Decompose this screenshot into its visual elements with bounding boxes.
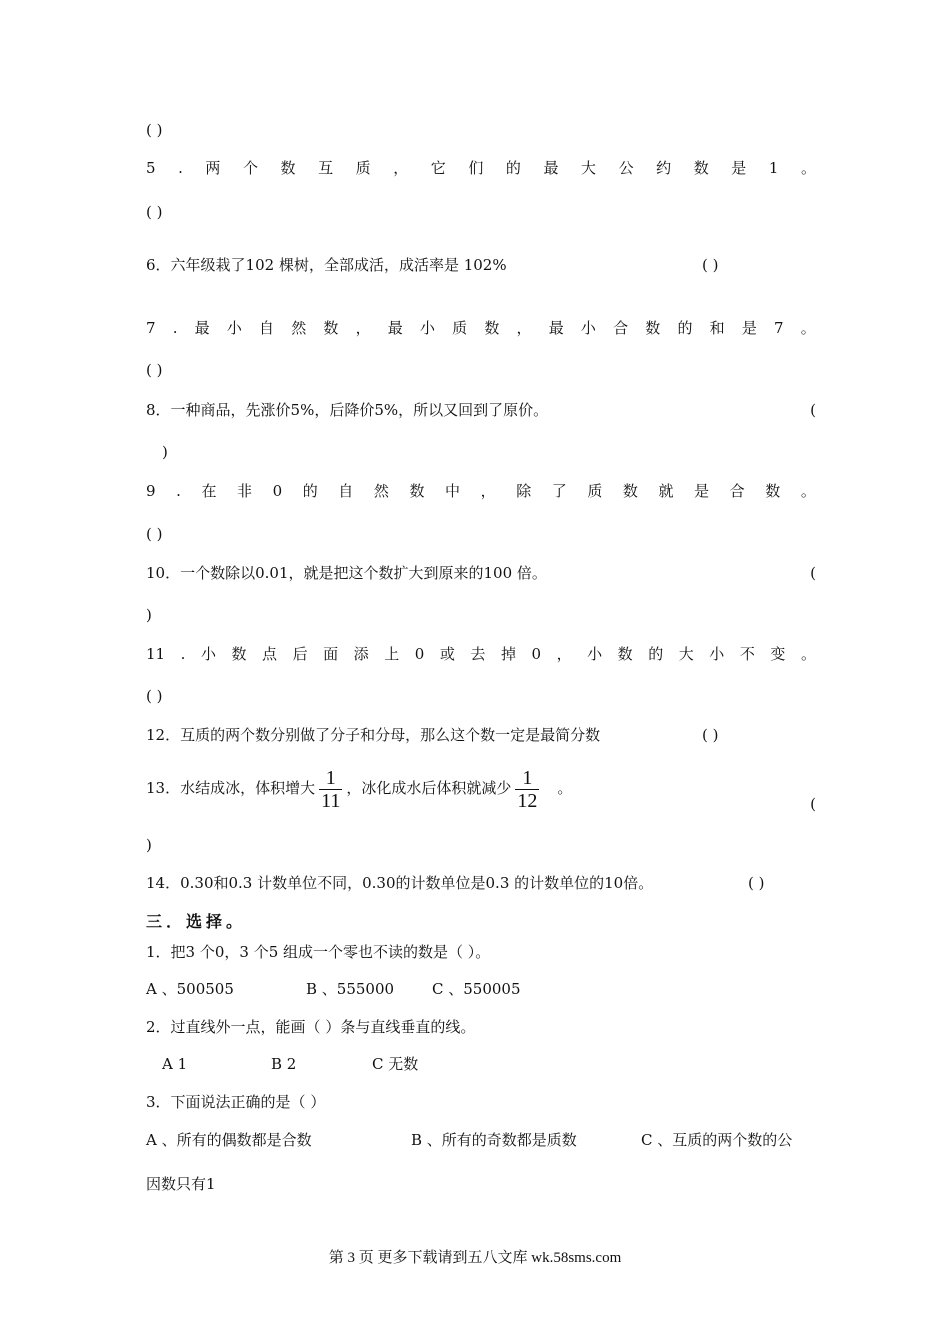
- q11-answer-paren: ( ): [146, 687, 163, 705]
- statement-char: 数: [231, 645, 247, 663]
- statement-char: 的: [648, 645, 664, 663]
- statement-char: 自: [259, 319, 275, 337]
- statement-char: 面: [323, 645, 339, 663]
- q8-paren-close: ): [162, 443, 168, 461]
- option-c: C 、550005: [432, 980, 521, 998]
- option-b: B 、555000: [306, 980, 395, 998]
- statement-char: 中: [445, 482, 461, 500]
- choice-q3-options: [146, 1130, 792, 1150]
- statement-char: 数: [693, 159, 709, 177]
- q6-answer-paren: ( ): [702, 256, 719, 274]
- option-a: A 、500505: [146, 980, 234, 998]
- statement-char: 点: [262, 645, 278, 663]
- statement-char: 小: [580, 319, 596, 337]
- statement-char: 在: [201, 482, 217, 500]
- q13-text-c: 。: [557, 779, 573, 797]
- statement-char: 是: [694, 482, 710, 500]
- statement-char: 质: [452, 319, 468, 337]
- statement-char: 或: [439, 645, 455, 663]
- statement-char: 小: [200, 645, 216, 663]
- statement-char: 是: [741, 319, 757, 337]
- q7-statement: [146, 318, 816, 338]
- statement-char: 0: [414, 645, 425, 663]
- option-c: C 、互质的两个数的公: [641, 1131, 793, 1149]
- statement-char: 数: [323, 319, 339, 337]
- option-b: B 、所有的奇数都是质数: [411, 1131, 577, 1149]
- q9-answer-paren: ( ): [146, 525, 163, 543]
- statement-char: 0: [531, 645, 542, 663]
- q14-answer-paren: ( ): [748, 874, 765, 892]
- statement-char: 约: [656, 159, 672, 177]
- q12-answer-paren: ( ): [702, 726, 719, 744]
- q14-statement: 14．0.30和0.3 计数单位不同，0.30的计数单位是0.3 的计数单位的10倍。: [146, 874, 654, 892]
- statement-char: 们: [468, 159, 484, 177]
- statement-char: 公: [618, 159, 634, 177]
- choice-q1: 1．把3 个0，3 个5 组成一个零也不读的数是（ ）。: [146, 943, 491, 961]
- statement-char: 就: [658, 482, 674, 500]
- statement-char: 9: [146, 482, 156, 500]
- statement-char: 然: [291, 319, 307, 337]
- page-footer: 第 3 页 更多下载请到五八文库 wk.58sms.com: [328, 1250, 622, 1266]
- statement-char: 后: [292, 645, 308, 663]
- q10-paren-open: (: [810, 564, 816, 582]
- choice-q3-wrap: 因数只有1: [146, 1175, 216, 1193]
- statement-char: 的: [505, 159, 521, 177]
- q5-statement: [146, 158, 816, 178]
- statement-char: 数: [280, 159, 296, 177]
- statement-char: 最: [194, 319, 210, 337]
- option-c: C 无数: [372, 1055, 419, 1073]
- statement-char: 。: [800, 319, 816, 337]
- statement-char: 个: [242, 159, 258, 177]
- q13-text-a: 13．水结成冰，体积增大: [146, 779, 316, 797]
- statement-char: 合: [613, 319, 629, 337]
- section-heading-choice: 三．选择。: [146, 912, 247, 931]
- statement-char: 掉: [500, 645, 516, 663]
- statement-char: 是: [731, 159, 747, 177]
- statement-char: 大: [581, 159, 597, 177]
- statement-char: 数: [409, 482, 425, 500]
- statement-char: ，: [516, 319, 532, 337]
- q9-statement: [146, 481, 816, 501]
- statement-char: ，: [480, 482, 496, 500]
- q8-statement: 8．一种商品，先涨价5%，后降价5%，所以又回到了原价。: [146, 401, 549, 419]
- statement-char: ，: [556, 645, 572, 663]
- fraction-numerator: 1: [319, 767, 342, 790]
- statement-char: 然: [373, 482, 389, 500]
- statement-char: 质: [587, 482, 603, 500]
- statement-char: 的: [302, 482, 318, 500]
- statement-char: 小: [709, 645, 725, 663]
- statement-char: .: [180, 645, 186, 663]
- fraction-numerator: 1: [515, 767, 539, 790]
- q5-answer-paren: ( ): [146, 203, 163, 221]
- statement-char: 添: [353, 645, 369, 663]
- statement-char: 数: [617, 645, 633, 663]
- statement-char: 和: [709, 319, 725, 337]
- statement-char: 7: [774, 319, 784, 337]
- fraction-one-twelfth: [515, 767, 539, 812]
- statement-char: 。: [800, 482, 816, 500]
- choice-q2: 2．过直线外一点，能画（ ）条与直线垂直的线。: [146, 1018, 476, 1036]
- option-a: A 、所有的偶数都是合数: [146, 1131, 312, 1149]
- statement-char: 最: [548, 319, 564, 337]
- statement-char: 非: [237, 482, 253, 500]
- q7-answer-paren: ( ): [146, 361, 163, 379]
- statement-char: .: [178, 159, 183, 177]
- statement-char: 0: [272, 482, 283, 500]
- statement-char: 自: [338, 482, 354, 500]
- statement-char: 11: [146, 645, 166, 663]
- statement-char: 5: [146, 159, 156, 177]
- fraction-denominator: 12: [517, 789, 538, 812]
- q12-statement: 12．互质的两个数分别做了分子和分母，那么这个数一定是最简分数: [146, 726, 601, 744]
- q11-statement: [146, 644, 816, 664]
- statement-char: 小: [226, 319, 242, 337]
- statement-char: 。: [800, 159, 816, 177]
- statement-char: 互: [318, 159, 334, 177]
- fraction-denominator: 11: [321, 789, 341, 812]
- fraction-one-eleventh: [319, 767, 342, 812]
- statement-char: 数: [622, 482, 638, 500]
- statement-char: 除: [516, 482, 532, 500]
- q13-text-b: ，冰化成水后体积就减少: [346, 779, 512, 797]
- statement-char: 两: [205, 159, 221, 177]
- statement-char: ，: [355, 319, 371, 337]
- q6-statement: 6．六年级栽了102 棵树，全部成活，成活率是 102%: [146, 256, 507, 274]
- statement-char: .: [172, 319, 178, 337]
- q4-answer-paren: ( ): [146, 121, 163, 139]
- statement-char: 质: [355, 159, 371, 177]
- statement-char: 数: [484, 319, 500, 337]
- statement-char: ，: [393, 159, 409, 177]
- statement-char: 上: [384, 645, 400, 663]
- statement-char: 去: [470, 645, 486, 663]
- statement-char: 7: [146, 319, 156, 337]
- q13-paren-close: ): [146, 836, 152, 854]
- q10-paren-close: ): [146, 606, 152, 624]
- statement-char: 小: [587, 645, 603, 663]
- statement-char: 1: [768, 159, 779, 177]
- statement-char: 数: [645, 319, 661, 337]
- statement-char: 合: [729, 482, 745, 500]
- statement-char: .: [176, 482, 181, 500]
- choice-q2-options: [162, 1054, 418, 1074]
- statement-char: 小: [419, 319, 435, 337]
- statement-char: 变: [770, 645, 786, 663]
- choice-q1-options: [146, 979, 521, 999]
- option-a: A 1: [162, 1055, 188, 1073]
- choice-q3: 3．下面说法正确的是（ ）: [146, 1093, 326, 1111]
- statement-char: 最: [387, 319, 403, 337]
- q13-paren-open: (: [810, 795, 816, 813]
- statement-char: 最: [543, 159, 559, 177]
- statement-char: 了: [551, 482, 567, 500]
- statement-char: 它: [430, 159, 446, 177]
- option-b: B 2: [271, 1055, 297, 1073]
- q8-paren-open: (: [810, 401, 816, 419]
- statement-char: 的: [677, 319, 693, 337]
- statement-char: 大: [678, 645, 694, 663]
- statement-char: 。: [800, 645, 816, 663]
- statement-char: 不: [739, 645, 755, 663]
- statement-char: 数: [765, 482, 781, 500]
- q13-statement: [146, 764, 572, 812]
- q10-statement: 10．一个数除以0.01，就是把这个数扩大到原来的100 倍。: [146, 564, 547, 582]
